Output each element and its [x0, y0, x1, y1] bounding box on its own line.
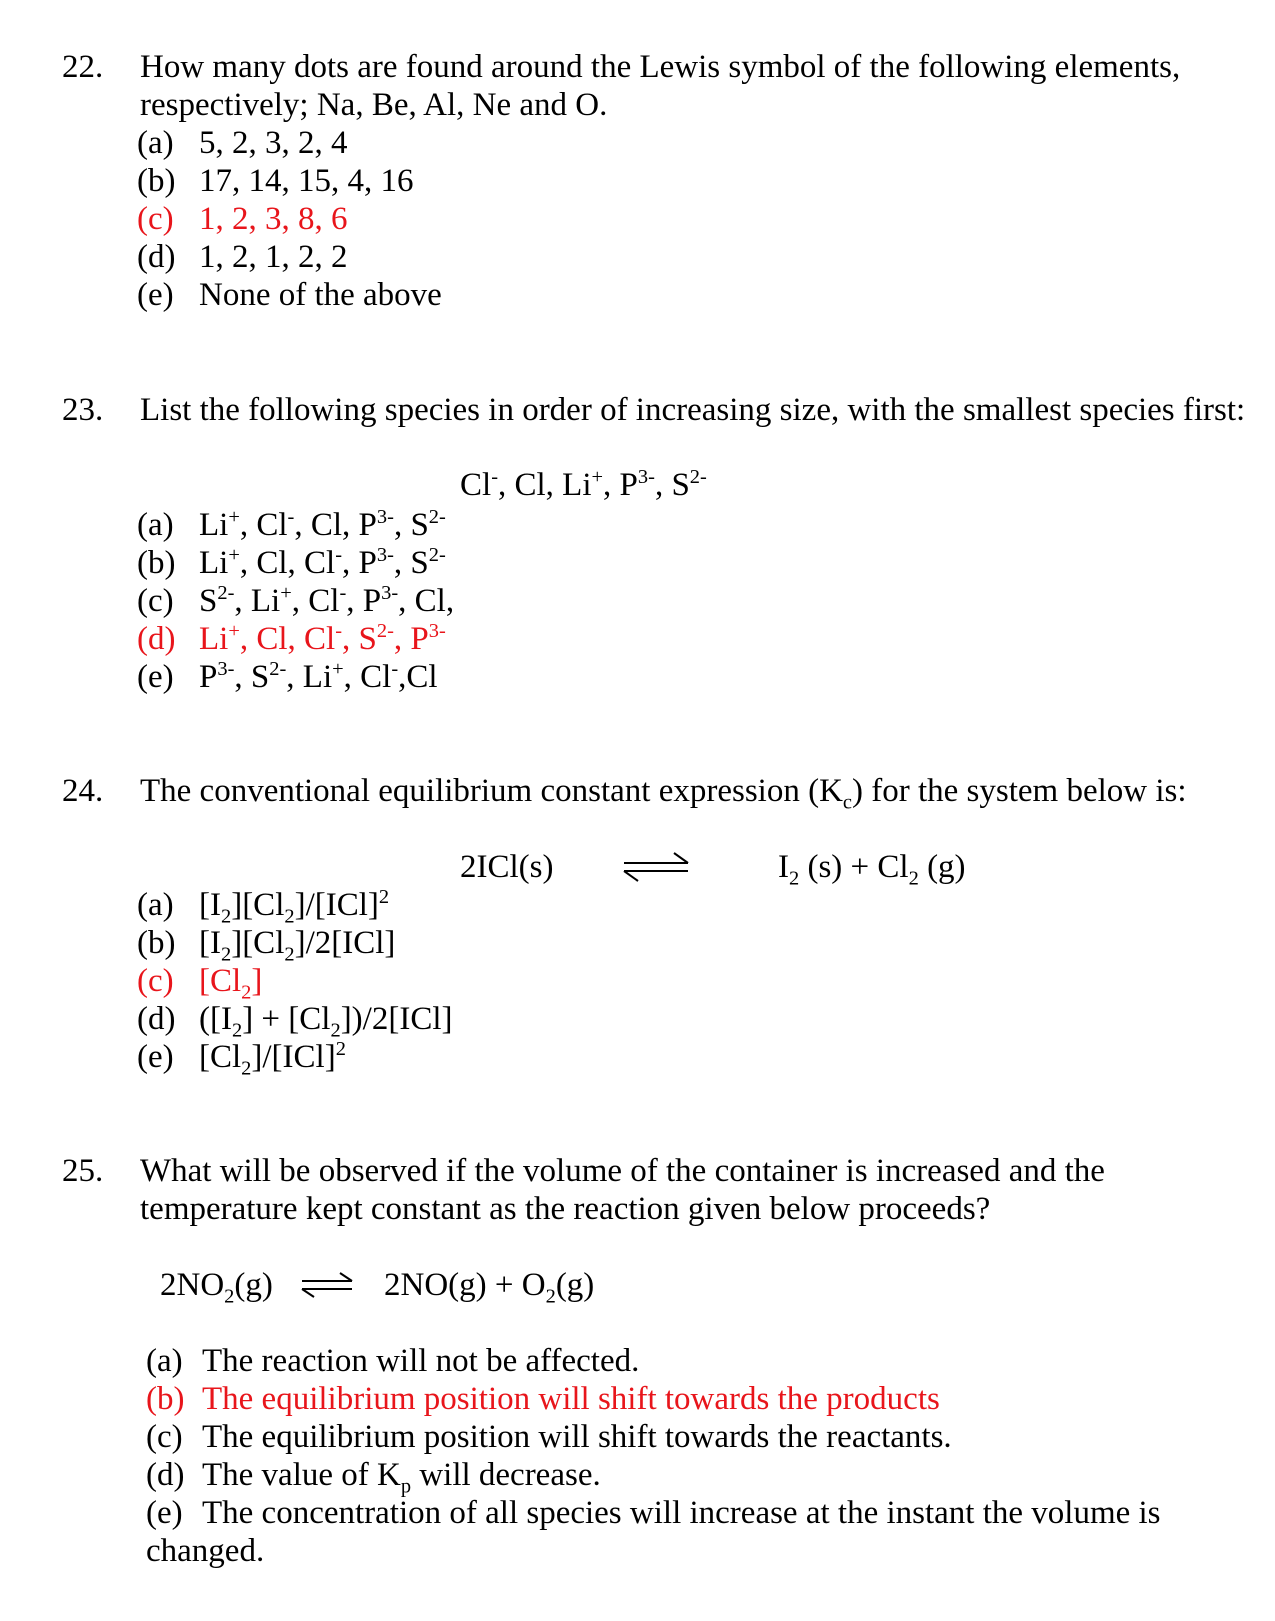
question-text: How many dots are found around the Lewis symbol of the following elements, respectively; Na, Be, Al, Ne and O. — [140, 49, 1181, 123]
option-b[interactable]: (b) $[I_2][Cl_2]/2[ICl]$ — [137, 925, 396, 966]
reaction-reactant: 2ICl(s) — [460, 849, 554, 885]
option-c-correct[interactable]: (c) $[Cl_2]$ — [137, 963, 263, 1004]
option-c[interactable]: (c) $S^{2-}$, Li+, Cl-, $P^{3-}$, Cl, — [137, 582, 455, 619]
option-d[interactable]: (d) The value of $K_p$ will decrease. — [146, 1457, 601, 1498]
option-a[interactable]: (a) Li+, Cl-, Cl, $P^{3-}$, $S^{2-}$ — [137, 506, 446, 543]
reaction-products: $2NO(g) + O_2(g)$ — [384, 1267, 595, 1308]
answer-options — [137, 506, 454, 696]
option-d[interactable]: (d) $([I_2] + [Cl_2])/2[ICl]$ — [137, 1001, 453, 1042]
option-d[interactable]: (d) 1, 2, 1, 2, 2 — [137, 239, 348, 275]
option-e[interactable]: (e) None of the above — [137, 277, 442, 313]
option-e[interactable]: (e) $P^{3-}$, $S^{2-}$, Li+, Cl-,Cl — [137, 658, 438, 695]
option-a[interactable]: (a) $[I_2][Cl_2]/[ICl]^2$ — [137, 886, 390, 928]
option-e[interactable]: (e) $[Cl_2]/[ICl]^2$ — [137, 1038, 346, 1080]
answer-options — [137, 124, 442, 314]
option-a[interactable]: (a) The reaction will not be affected. — [146, 1343, 640, 1379]
question-number: 25. — [62, 1153, 104, 1189]
question-number: 22. — [62, 49, 104, 85]
option-b[interactable]: (b) Li+, Cl, Cl-, $P^{3-}$, $S^{2-}$ — [137, 544, 446, 581]
option-c[interactable]: (c) The equilibrium position will shift towards the reactants. — [146, 1419, 952, 1455]
reaction-reactant: $2NO_2(g)$ — [160, 1267, 273, 1308]
question-text: The conventional equilibrium constant expression $(K_c)$ for the system below is: — [140, 773, 1187, 814]
answer-options — [137, 886, 453, 1080]
equilibrium-arrow-icon — [622, 850, 692, 884]
question-number: 24. — [62, 773, 104, 809]
option-a[interactable]: (a) 5, 2, 3, 2, 4 — [137, 125, 348, 161]
option-b[interactable]: (b) 17, 14, 15, 4, 16 — [137, 163, 414, 199]
question-text: List the following species in order of increasing size, with the smallest species first: — [140, 392, 1246, 428]
option-d-correct[interactable]: (d) Li+, Cl, Cl-, $S^{2-}$, $P^{3-}$ — [137, 620, 446, 657]
question-text: What will be observed if the volume of the container is increased and the temperature kept constant as the reaction given below proceeds? — [140, 1153, 1105, 1227]
option-b-correct[interactable]: (b) The equilibrium position will shift towards the products — [146, 1381, 940, 1417]
option-e[interactable]: (e) The concentration of all species will increase at the instant the volume is changed. — [146, 1495, 1161, 1569]
reaction-products: $I_2$ $(s) + Cl_2$ (g) — [778, 849, 966, 890]
option-c-correct[interactable]: (c) 1, 2, 3, 8, 6 — [137, 201, 348, 237]
answer-options — [146, 1342, 1226, 1570]
question-number: 23. — [62, 392, 104, 428]
equilibrium-arrow-icon — [300, 1270, 356, 1300]
species-list: Cl-, Cl, Li+, $P^{3-}$, $S^{2-}$ — [460, 466, 707, 503]
